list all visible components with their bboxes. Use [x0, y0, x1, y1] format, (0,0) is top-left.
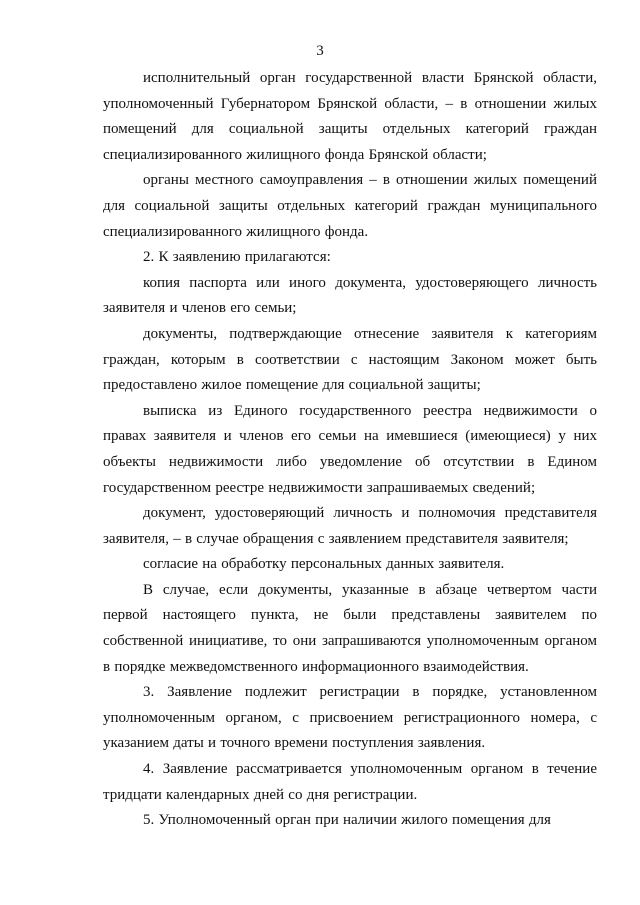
paragraph-personal-data-consent: согласие на обработку персональных данных заявителя. — [143, 556, 505, 573]
paragraph-item-5-start: 5. Уполномоченный орган при наличии жилого помещения для — [143, 812, 551, 829]
paragraph-regional-authority: исполнительный орган государственной власти Брянской области, уполномоченный Губернатором Брянской области, – в отношении жилых помещений для социальной защиты отдельных категорий граждан специализированного жилищного фонда Брянской области; — [103, 70, 597, 163]
document-body — [103, 66, 597, 834]
paragraph-item-3-registration: 3. Заявление подлежит регистрации в порядке, установленном уполномоченным органом, с присвоением регистрационного номера, с указанием даты и точного времени поступления заявления. — [103, 684, 597, 752]
paragraph-representative-document: документ, удостоверяющий личность и полномочия представителя заявителя, – в случае обращения с заявлением представителя заявителя; — [103, 505, 597, 547]
paragraph-registry-extract: выписка из Единого государственного реестра недвижимости о правах заявителя и членов его семьи на имевшиеся (имеющиеся) у них объекты недвижимости либо уведомление об отсутствии в Едином государственном реестре недвижимости запрашиваемых сведений; — [103, 402, 597, 496]
paragraph-category-documents: документы, подтверждающие отнесение заявителя к категориям граждан, которым в соответствии с настоящим Законом может быть предоставлено жилое помещение для социальной защиты; — [103, 325, 597, 394]
paragraph-local-government: органы местного самоуправления – в отношении жилых помещений для социальной защиты отдельных категорий граждан муниципального специализированного жилищного фонда. — [103, 172, 597, 240]
paragraph-passport-copy: копия паспорта или иного документа, удостоверяющего личность заявителя и членов его семьи; — [103, 274, 597, 317]
paragraph-item-2-heading: 2. К заявлению прилагаются: — [143, 249, 331, 266]
paragraph-item-4-review-period: 4. Заявление рассматривается уполномоченным органом в течение тридцати календарных дней со дня регистрации. — [103, 761, 597, 803]
paragraph-interagency-request: В случае, если документы, указанные в абзаце четвертом части первой настоящего пункта, не были представлены заявителем по собственной инициативе, то они запрашиваются уполномоченным органом в порядке межведомственного информационного взаимодействия. — [103, 581, 597, 675]
page-number: 3 — [316, 43, 324, 59]
